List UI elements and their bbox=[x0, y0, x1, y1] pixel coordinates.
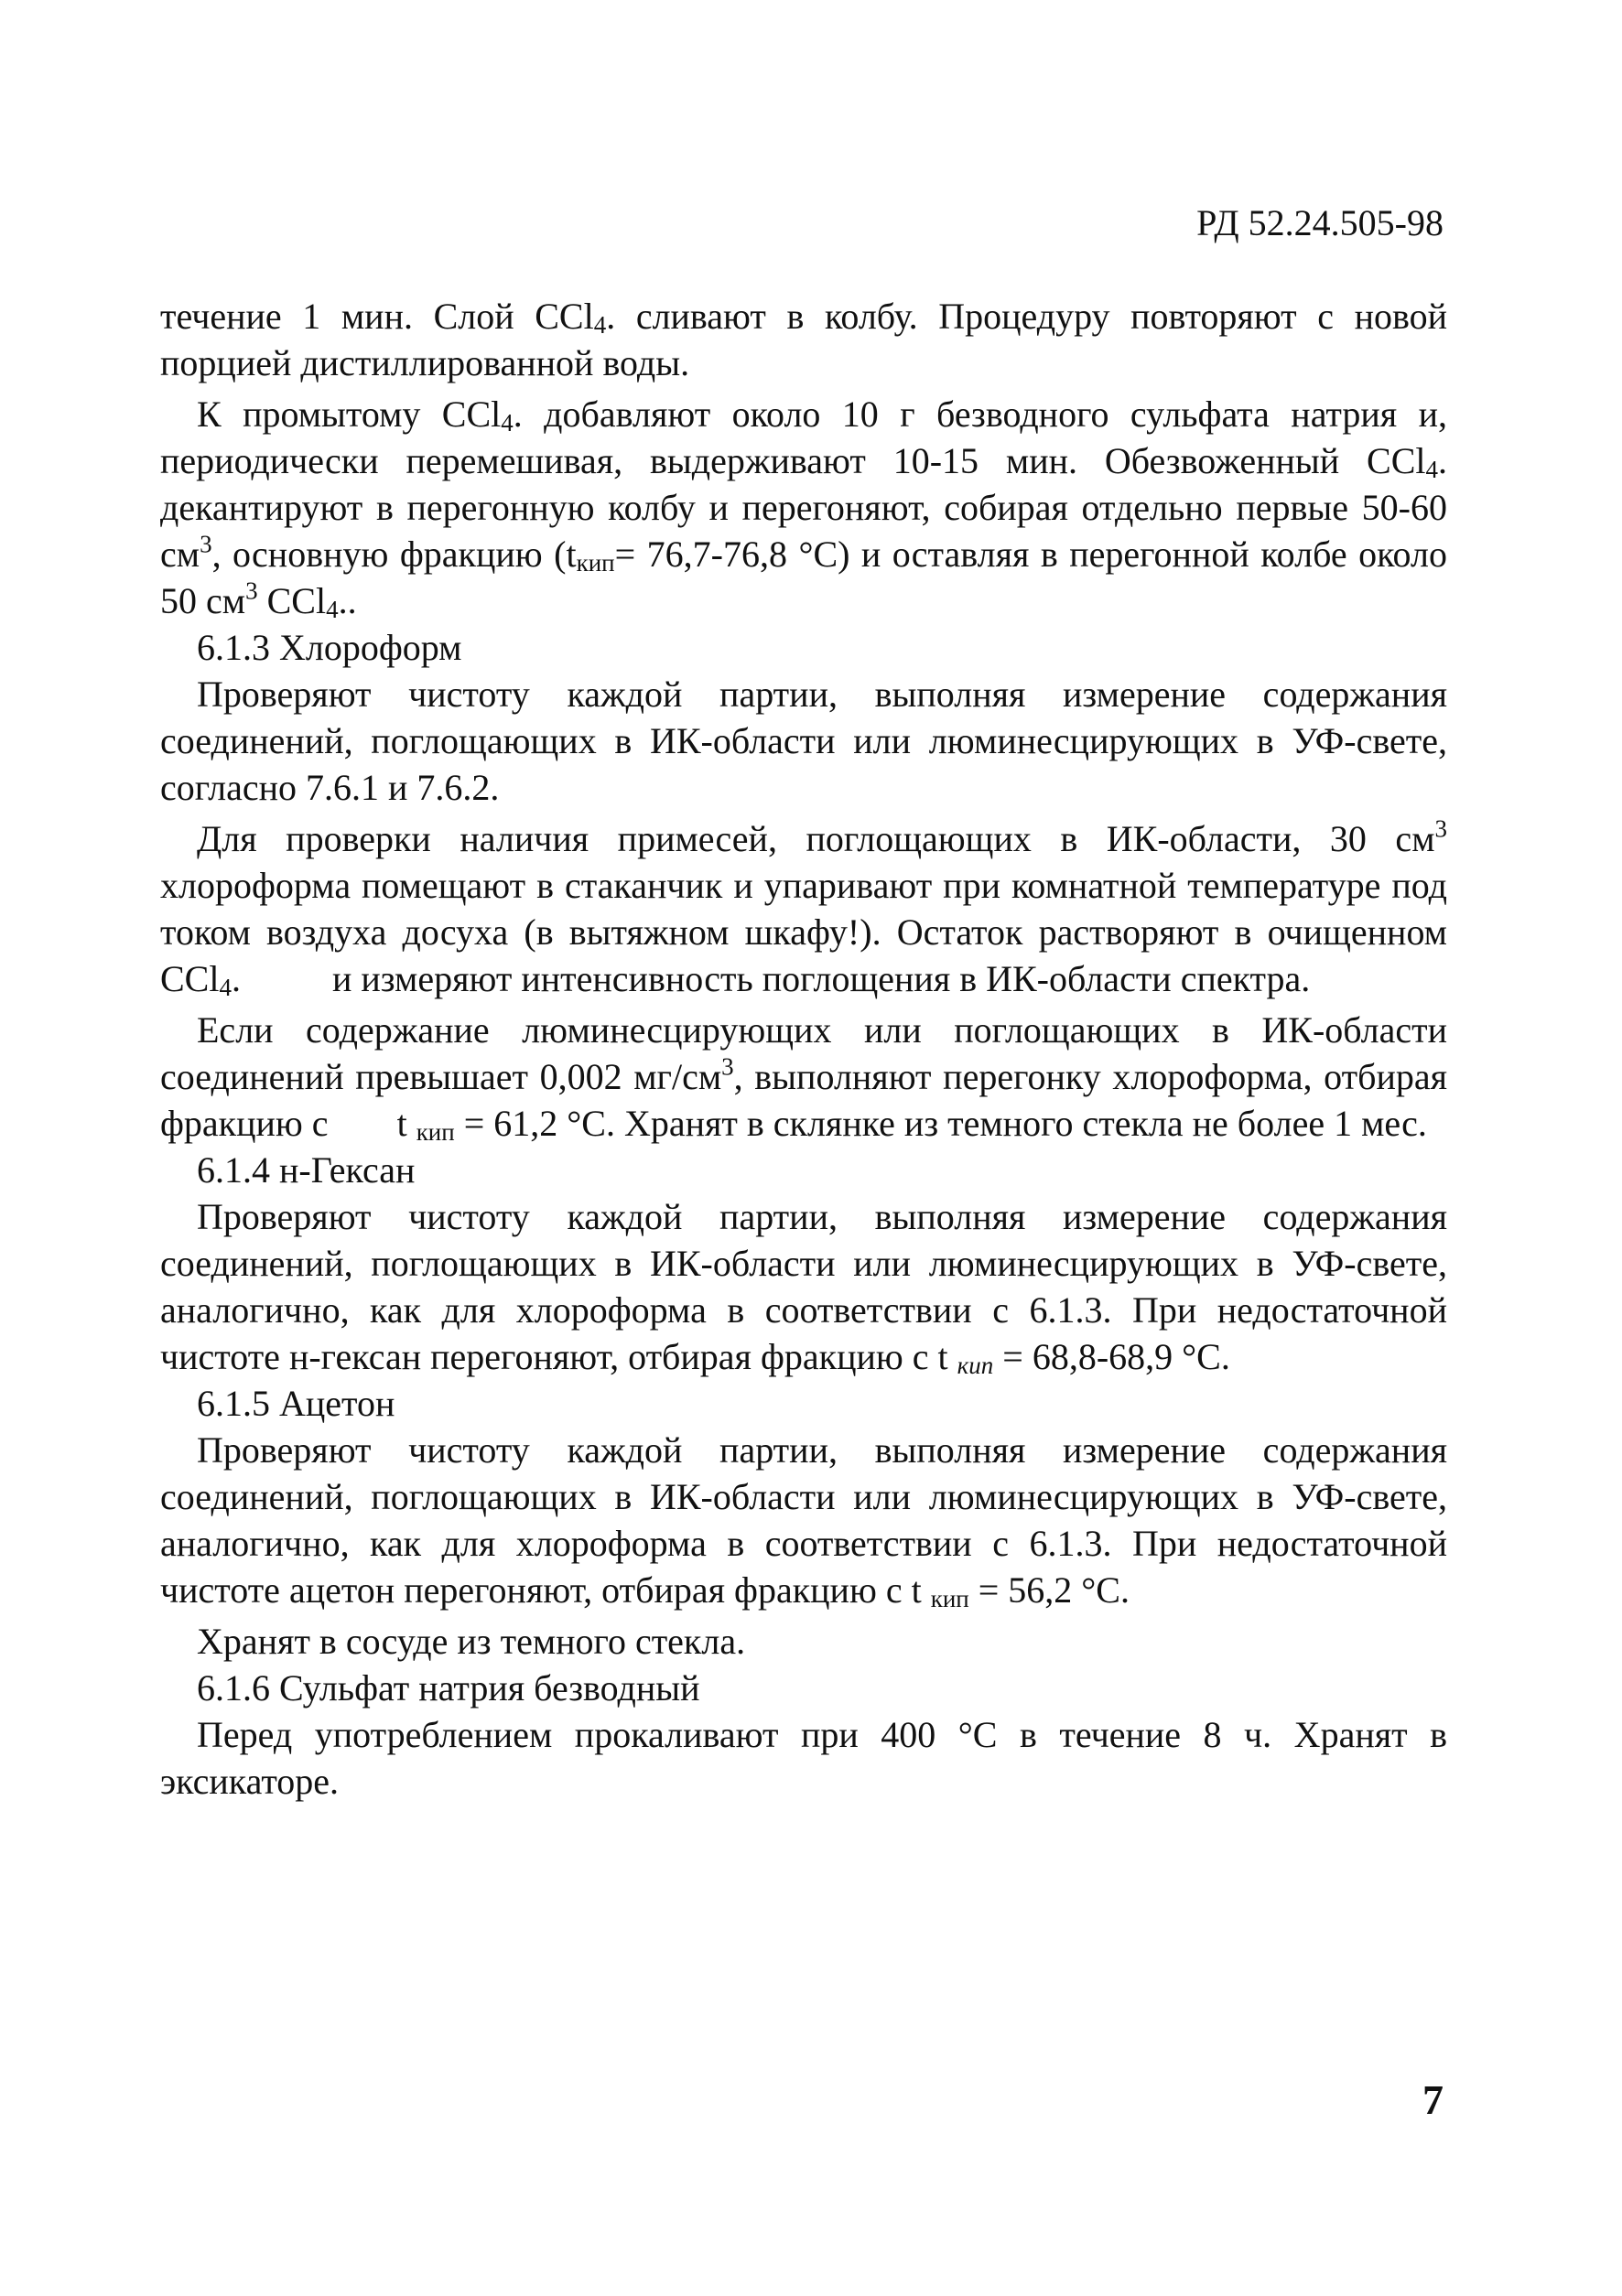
paragraph-chloroform-impurities: Для проверки наличия примесей, поглощающих в ИК-области, 30 $см^3$ хлороформа помещают в стаканчик и упаривают при комнатной температуре под током воздуха досуха (в вытяжном шкафу!). Остаток растворяют в очищенном CCl4. и измеряют интенсивность поглощения в ИК-области спектра. bbox=[160, 814, 1447, 1001]
section-heading-6-1-4: 6.1.4 н-Гексан bbox=[197, 1149, 416, 1191]
paragraph-continuation: течение 1 мин. Слой CCl4. сливают в колбу. Процедуру повторяют с новой порцией дистиллированной воды. bbox=[160, 296, 1447, 383]
section-heading-6-1-5: 6.1.5 Ацетон bbox=[197, 1383, 395, 1424]
document-id: РД 52.24.505-98 bbox=[1196, 202, 1444, 243]
paragraph-acetone-storage: Хранят в сосуде из темного стекла. bbox=[197, 1621, 746, 1662]
document-body bbox=[160, 293, 1447, 1805]
section-heading-6-1-3: 6.1.3 Хлороформ bbox=[197, 627, 462, 668]
paragraph-sodium-sulfate: Перед употреблением прокаливают при 400 °С в течение 8 ч. Хранят в эксикаторе. bbox=[160, 1714, 1447, 1802]
paragraph-hexane: Проверяют чистоту каждой партии, выполняя измерение содержания соединений, поглощающих в ИК-области или люминесцирующих в УФ-свете, аналогично, как для хлороформа в соответствии с 6.1.3. При недостаточной чистоте н-гексан перегоняют, отбирая фракцию с t кип = 68,8-68,9 °С. bbox=[160, 1196, 1447, 1379]
paragraph-ccl4-drying: К промытому CCl4. добавляют около 10 г безводного сульфата натрия и, периодически перемешивая, выдерживают 10-15 мин. Обезвоженный CCl4. декантируют в перегонную колбу и перегоняют, собирая отдельно первые 50-60 $см^3$, основную фракцию (tкип= 76,7-76,8 °С) и оставляя в перегонной колбе около 50 $см^3$ CCl4.. bbox=[160, 393, 1447, 623]
paragraph-chloroform-check: Проверяют чистоту каждой партии, выполняя измерение содержания соединений, поглощающих в ИК-области или люминесцирующих в УФ-свете, согласно 7.6.1 и 7.6.2. bbox=[160, 674, 1447, 808]
paragraph-chloroform-distillation: Если содержание люминесцирующих или поглощающих в ИК-области соединений превышает 0,002 $мг/см^3$, выполняют перегонку хлороформа, отбирая фракцию с t кип = 61,2 °С. Хранят в склянке из темного стекла не более 1 мес. bbox=[160, 1009, 1447, 1146]
paragraph-acetone: Проверяют чистоту каждой партии, выполняя измерение содержания соединений, поглощающих в ИК-области или люминесцирующих в УФ-свете, аналогично, как для хлороформа в соответствии с 6.1.3. При недостаточной чистоте ацетон перегоняют, отбирая фракцию с t кип = 56,2 °С. bbox=[160, 1429, 1447, 1612]
page-number: 7 bbox=[1422, 2076, 1444, 2123]
section-heading-6-1-6: 6.1.6 Сульфат натрия безводный bbox=[197, 1667, 700, 1709]
